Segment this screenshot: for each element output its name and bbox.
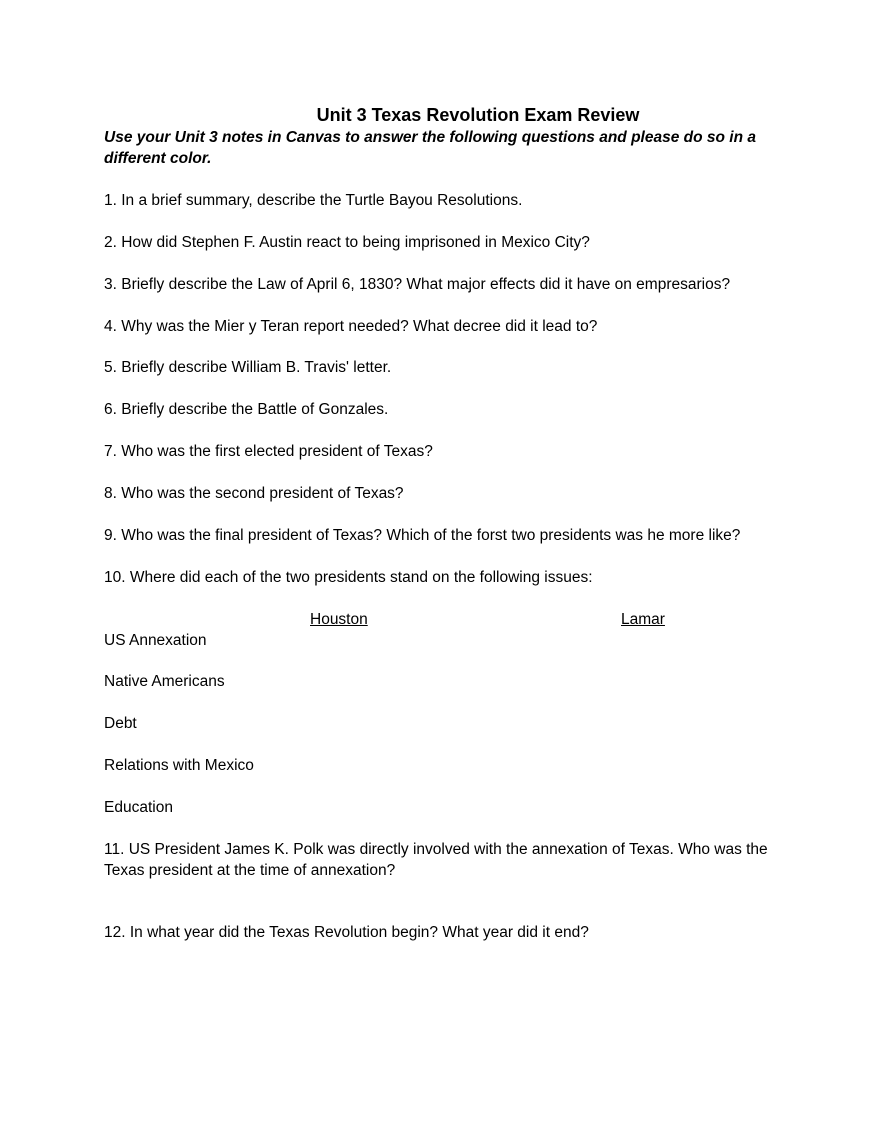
question-6: 6. Briefly describe the Battle of Gonzales. [104,401,389,418]
issue-row-debt: Debt [104,715,137,732]
column-header-lamar: Lamar [621,611,665,628]
question-8: 8. Who was the second president of Texas? [104,485,404,502]
question-7: 7. Who was the first elected president of Texas? [104,443,433,460]
issue-row-relations-with-mexico: Relations with Mexico [104,757,254,774]
column-header-houston: Houston [310,611,368,628]
page-title: Unit 3 Texas Revolution Exam Review [316,105,640,125]
question-4: 4. Why was the Mier y Teran report needed? What decree did it lead to? [104,318,598,335]
question-9: 9. Who was the final president of Texas? Which of the forst two presidents was he more like? [104,527,741,544]
question-3: 3. Briefly describe the Law of April 6, 1830? What major effects did it have on empresarios? [104,276,731,293]
question-1: 1. In a brief summary, describe the Turtle Bayou Resolutions. [104,192,523,209]
issue-row-native-americans: Native Americans [104,673,225,690]
issue-row-education: Education [104,799,173,816]
question-5: 5. Briefly describe William B. Travis' letter. [104,359,392,376]
question-2: 2. How did Stephen F. Austin react to being imprisoned in Mexico City? [104,234,590,251]
instructions: Use your Unit 3 notes in Canvas to answer the following questions and please do so in a different color. [104,129,756,167]
question-10: 10. Where did each of the two presidents stand on the following issues: [104,569,593,586]
question-12: 12. In what year did the Texas Revolution begin? What year did it end? [104,924,589,941]
question-11: 11. US President James K. Polk was directly involved with the annexation of Texas. Who was the Texas president at the time of annexation? [104,841,768,879]
issue-row-us-annexation: US Annexation [104,632,207,649]
